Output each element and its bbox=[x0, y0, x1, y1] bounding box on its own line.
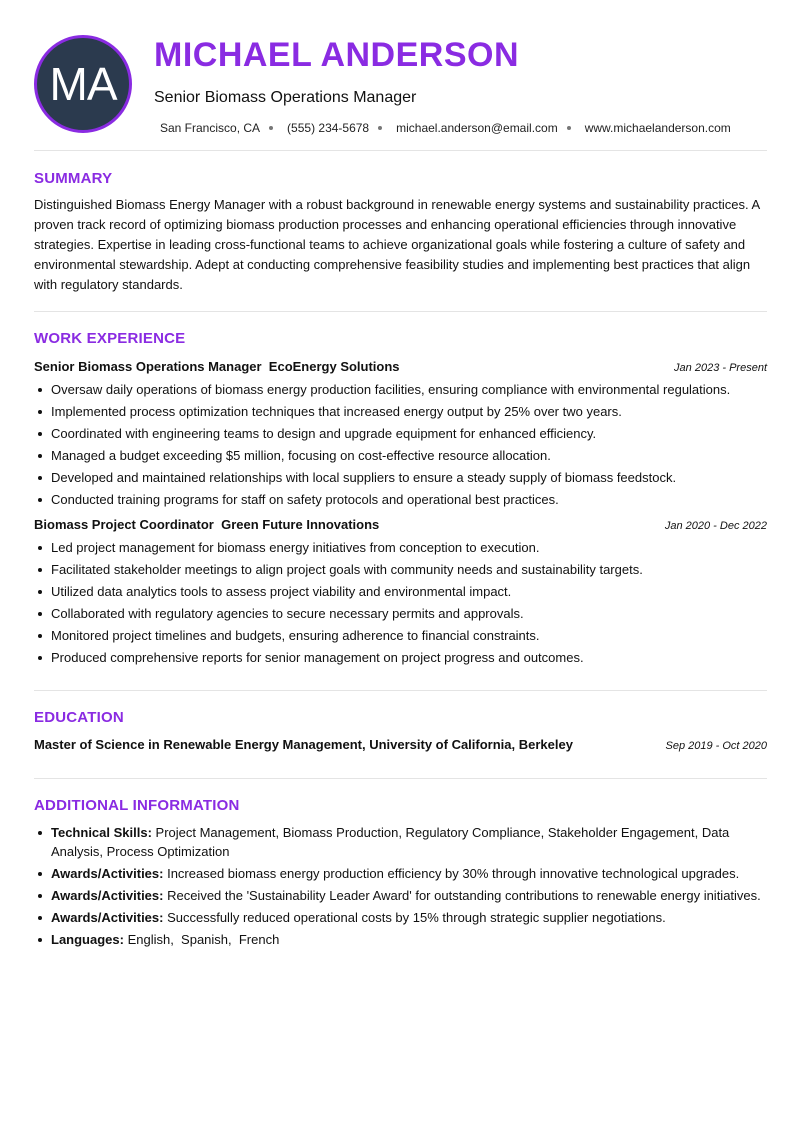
job-entry bbox=[34, 517, 767, 667]
separator-dot-icon bbox=[378, 126, 382, 130]
list-item bbox=[34, 886, 767, 905]
item-text: Project Management, Biomass Production, Regulatory Compliance, Stakeholder Engagement, Data Analysis, Process Optimization bbox=[51, 825, 730, 859]
list-item bbox=[34, 864, 767, 883]
job-header bbox=[34, 517, 767, 532]
degree-text: Master of Science in Renewable Energy Management, University of California, Berkeley bbox=[34, 737, 573, 752]
job-entry bbox=[34, 359, 767, 509]
education-entry bbox=[34, 737, 767, 752]
item-text: Increased biomass energy production efficiency by 30% through innovative technological upgrades. bbox=[163, 866, 740, 881]
list-item: Coordinated with engineering teams to design and upgrade equipment for enhanced efficiency. bbox=[34, 424, 767, 443]
item-text: Received the 'Sustainability Leader Award' for outstanding contributions to renewable energy initiatives. bbox=[163, 888, 761, 903]
item-text: English, Spanish, French bbox=[123, 932, 280, 947]
list-item: Monitored project timelines and budgets, ensuring adherence to financial constraints. bbox=[34, 626, 767, 645]
item-text: Successfully reduced operational costs by 15% through strategic supplier negotiations. bbox=[163, 910, 666, 925]
additional-title: ADDITIONAL INFORMATION bbox=[34, 797, 240, 814]
list-item: Managed a budget exceeding $5 million, focusing on cost-effective resource allocation. bbox=[34, 446, 767, 465]
experience-title: WORK EXPERIENCE bbox=[34, 330, 186, 347]
summary-title: SUMMARY bbox=[34, 170, 113, 187]
list-item: Collaborated with regulatory agencies to secure necessary permits and approvals. bbox=[34, 604, 767, 623]
contact-location bbox=[160, 121, 287, 135]
job-dates: Jan 2020 - Dec 2022 bbox=[664, 520, 767, 532]
summary-text: Distinguished Biomass Energy Manager with a robust background in renewable energy systems and sustainability practices. A proven track record of optimizing biomass production processes and enhancing operational efficiencies through innovative strategies. Expertise in leading cross-functional teams to achieve organizational goals while fostering a culture of safety and environmental stewardship. Adept at conducting comprehensive feasibility studies and implementing best practices that align with regulatory standards. bbox=[34, 197, 760, 292]
list-item: Developed and maintained relationships with local suppliers to ensure a steady supply of biomass feedstock. bbox=[34, 468, 767, 487]
contact-phone bbox=[287, 121, 396, 135]
website-link[interactable]: www.michaelanderson.com bbox=[584, 121, 731, 135]
avatar bbox=[34, 35, 132, 133]
education-title: EDUCATION bbox=[34, 709, 124, 726]
contact-email[interactable] bbox=[396, 121, 585, 135]
job-bullets bbox=[34, 538, 767, 667]
location-text: San Francisco, CA bbox=[160, 121, 261, 135]
list-item: Oversaw daily operations of biomass energy production facilities, ensuring compliance with environmental regulations. bbox=[34, 380, 767, 399]
avatar-initials: MA bbox=[49, 58, 117, 110]
list-item: Led project management for biomass energy initiatives from conception to execution. bbox=[34, 538, 767, 557]
job-title: Biomass Project Coordinator Green Future Innovations bbox=[34, 517, 380, 532]
separator-dot-icon bbox=[567, 126, 571, 130]
job-title: Senior Biomass Operations Manager EcoEnergy Solutions bbox=[34, 359, 400, 374]
list-item bbox=[34, 823, 767, 861]
list-item: Utilized data analytics tools to assess project viability and environmental impact. bbox=[34, 582, 767, 601]
separator-dot-icon bbox=[269, 126, 273, 130]
item-label: Awards/Activities: bbox=[51, 910, 164, 925]
contact-bar bbox=[160, 121, 731, 135]
resume-header bbox=[34, 0, 767, 150]
list-item: Conducted training programs for staff on safety protocols and operational best practices. bbox=[34, 490, 767, 509]
email-link[interactable]: michael.anderson@email.com bbox=[396, 121, 558, 135]
list-item: Facilitated stakeholder meetings to align project goals with community needs and sustainability targets. bbox=[34, 560, 767, 579]
item-label: Technical Skills: bbox=[51, 825, 152, 840]
education-section bbox=[34, 691, 767, 778]
job-dates: Jan 2023 - Present bbox=[674, 362, 767, 374]
candidate-role: Senior Biomass Operations Manager bbox=[154, 89, 417, 106]
list-item: Produced comprehensive reports for senior management on project progress and outcomes. bbox=[34, 648, 767, 667]
item-label: Awards/Activities: bbox=[51, 866, 164, 881]
resume-page bbox=[34, 0, 767, 952]
list-item bbox=[34, 930, 767, 949]
candidate-name: MICHAEL ANDERSON bbox=[154, 36, 520, 74]
item-label: Languages: bbox=[51, 932, 124, 947]
item-label: Awards/Activities: bbox=[51, 888, 164, 903]
experience-section bbox=[34, 312, 767, 690]
additional-list bbox=[34, 823, 767, 949]
job-bullets bbox=[34, 380, 767, 509]
contact-website[interactable] bbox=[585, 121, 731, 135]
job-header bbox=[34, 359, 767, 374]
education-dates: Sep 2019 - Oct 2020 bbox=[665, 740, 767, 752]
summary-section bbox=[34, 151, 767, 311]
list-item: Implemented process optimization techniques that increased energy output by 25% over two years. bbox=[34, 402, 767, 421]
phone-text: (555) 234-5678 bbox=[287, 121, 370, 135]
list-item bbox=[34, 908, 767, 927]
additional-section bbox=[34, 779, 767, 949]
